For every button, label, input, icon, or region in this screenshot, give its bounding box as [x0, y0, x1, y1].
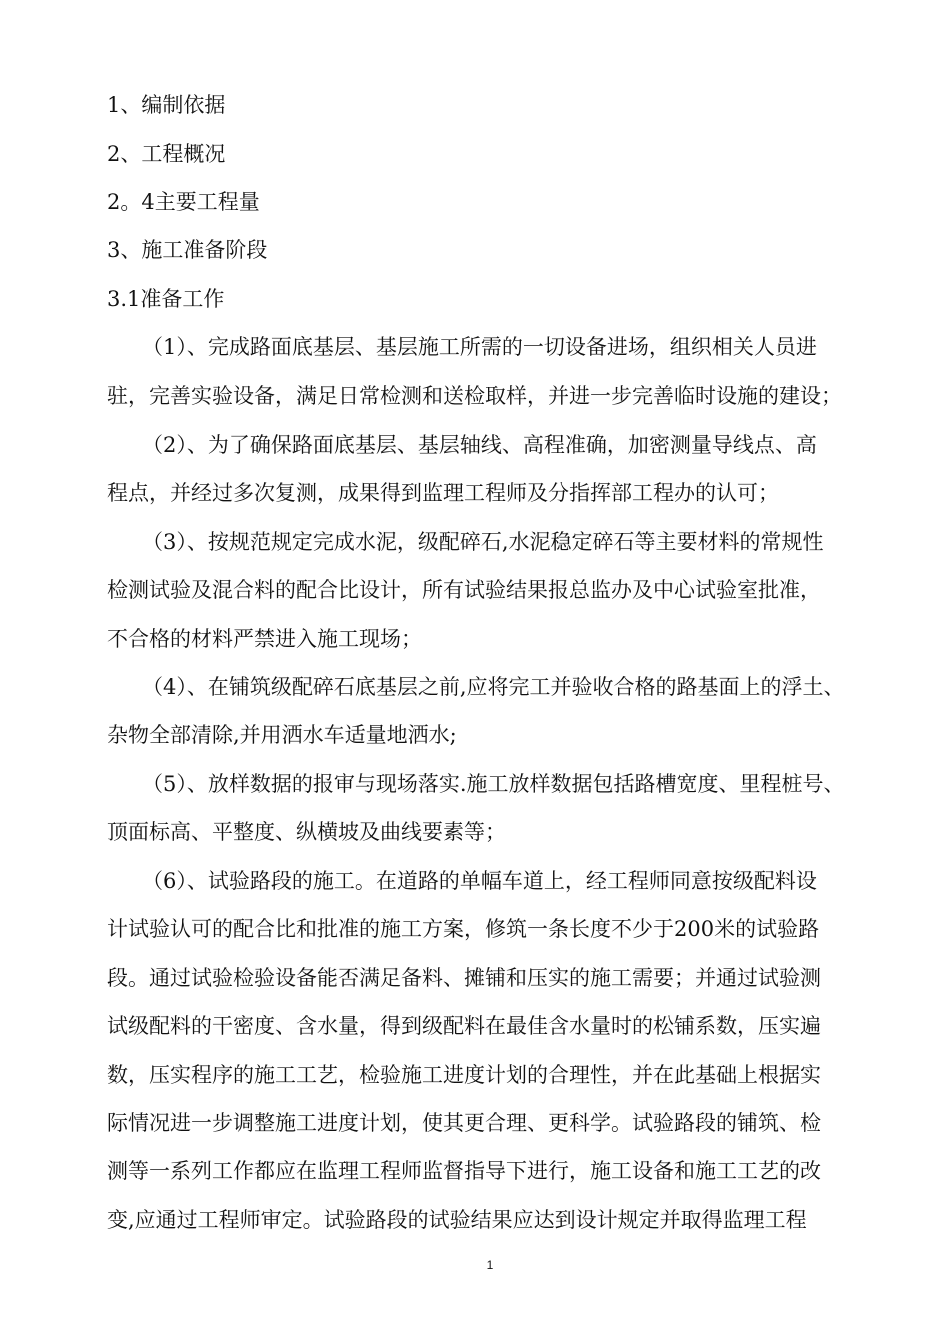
paragraph-6-line-7: 测等一系列工作都应在监理工程师监督指导下进行，施工设备和施工工艺的改 [107, 1159, 821, 1183]
paragraph-6-line-4: 试级配料的干密度、含水量，得到级配料在最佳含水量时的松铺系数，压实遍 [107, 1014, 821, 1038]
paragraph-1-line-1: （1）、完成路面底基层、基层施工所需的一切设备进场，组织相关人员进 [142, 335, 817, 359]
paragraph-6-line-1: （6）、试验路段的施工。在道路的单幅车道上，经工程师同意按级配料设 [142, 869, 817, 893]
paragraph-5-line-1: （5）、放样数据的报审与现场落实.施工放样数据包括路槽宽度、里程桩号、 [142, 772, 845, 796]
paragraph-4-line-2: 杂物全部清除,并用洒水车适量地洒水; [107, 723, 457, 747]
paragraph-3-line-1: （3）、按规范规定完成水泥，级配碎石,水泥稳定碎石等主要材料的常规性 [142, 530, 824, 554]
heading-construction-preparation: 3、施工准备阶段 [107, 238, 268, 262]
paragraph-4-line-1: （4）、在铺筑级配碎石底基层之前,应将完工并验收合格的路基面上的浮土、 [142, 675, 845, 699]
heading-preparation-work: 3.1准备工作 [107, 287, 225, 311]
paragraph-2-line-1: （2）、为了确保路面底基层、基层轴线、高程准确，加密测量导线点、高 [142, 433, 817, 457]
paragraph-5-line-2: 顶面标高、平整度、纵横坡及曲线要素等； [107, 820, 506, 844]
paragraph-6-line-3: 段。通过试验检验设备能否满足备料、摊铺和压实的施工需要；并通过试验测 [107, 966, 821, 990]
heading-compilation-basis: 1、编制依据 [107, 93, 226, 117]
paragraph-6-line-8: 变,应通过工程师审定。试验路段的试验结果应达到设计规定并取得监理工程 [107, 1208, 807, 1232]
paragraph-6-line-2: 计试验认可的配合比和批准的施工方案，修筑一条长度不少于200米的试验路 [107, 917, 820, 941]
paragraph-6-line-5: 数，压实程序的施工工艺，检验施工进度计划的合理性，并在此基础上根据实 [107, 1063, 821, 1087]
paragraph-2-line-2: 程点，并经过多次复测，成果得到监理工程师及分指挥部工程办的认可； [107, 481, 779, 505]
paragraph-6-line-6: 际情况进一步调整施工进度计划，使其更合理、更科学。试验路段的铺筑、检 [107, 1111, 821, 1135]
heading-project-overview: 2、工程概况 [107, 142, 226, 166]
paragraph-1-line-2: 驻，完善实验设备，满足日常检测和送检取样，并进一步完善临时设施的建设； [107, 384, 842, 408]
heading-main-quantities: 2。4主要工程量 [107, 190, 260, 214]
page-number: 1 [486, 1258, 494, 1272]
paragraph-3-line-3: 不合格的材料严禁进入施工现场； [107, 627, 422, 651]
paragraph-3-line-2: 检测试验及混合料的配合比设计，所有试验结果报总监办及中心试验室批准， [107, 578, 821, 602]
